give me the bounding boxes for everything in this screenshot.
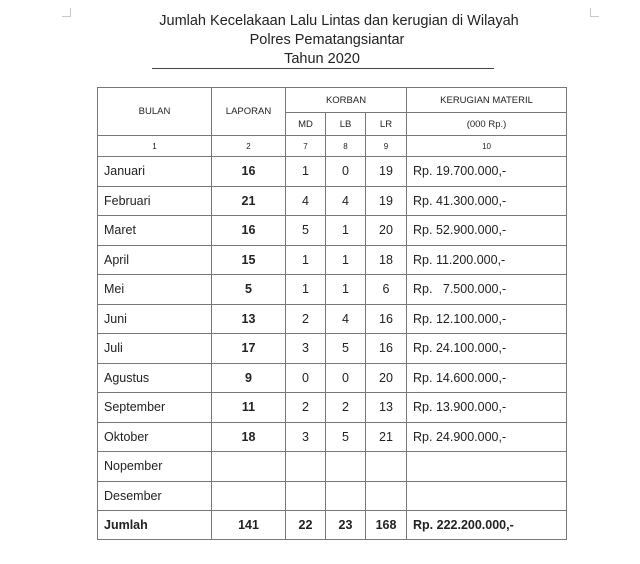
column-number: 2 <box>212 136 286 157</box>
table-row <box>98 245 567 275</box>
header-kerugian: KERUGIAN MATERIL <box>407 88 567 113</box>
lb-cell <box>326 481 366 511</box>
column-number: 8 <box>326 136 366 157</box>
month-cell: Agustus <box>98 363 212 393</box>
header-laporan: LAPORAN <box>212 88 286 136</box>
md-cell: 5 <box>286 216 326 246</box>
md-cell: 1 <box>286 245 326 275</box>
table-row <box>98 157 567 187</box>
column-number: 10 <box>407 136 567 157</box>
kerugian-cell <box>407 481 567 511</box>
laporan-cell: 18 <box>212 422 286 452</box>
table-row <box>98 363 567 393</box>
laporan-cell: 11 <box>212 393 286 423</box>
total-md: 22 <box>286 511 326 540</box>
total-kerugian: Rp. 222.200.000,- <box>407 511 567 540</box>
lb-cell: 1 <box>326 245 366 275</box>
md-cell <box>286 481 326 511</box>
lr-cell: 20 <box>366 216 407 246</box>
lb-cell: 0 <box>326 157 366 187</box>
md-cell: 4 <box>286 186 326 216</box>
month-cell: September <box>98 393 212 423</box>
total-row <box>98 511 567 540</box>
table-row <box>98 334 567 364</box>
kerugian-cell: Rp. 41.300.000,- <box>407 186 567 216</box>
column-number: 1 <box>98 136 212 157</box>
total-lb: 23 <box>326 511 366 540</box>
lb-cell: 1 <box>326 275 366 305</box>
lr-cell: 13 <box>366 393 407 423</box>
laporan-cell: 5 <box>212 275 286 305</box>
table-row <box>98 481 567 511</box>
column-number: 7 <box>286 136 326 157</box>
kerugian-cell: Rp. 19.700.000,- <box>407 157 567 187</box>
month-cell: Februari <box>98 186 212 216</box>
header-row-1 <box>98 88 567 113</box>
table-row <box>98 393 567 423</box>
header-md: MD <box>286 113 326 136</box>
document-title-line2: Polres Pematangsiantar <box>249 32 405 48</box>
md-cell: 3 <box>286 422 326 452</box>
laporan-cell: 17 <box>212 334 286 364</box>
laporan-cell: 21 <box>212 186 286 216</box>
month-cell: Mei <box>98 275 212 305</box>
column-number-row <box>98 136 567 157</box>
lr-cell <box>366 452 407 482</box>
kerugian-cell: Rp. 24.900.000,- <box>407 422 567 452</box>
table-row <box>98 422 567 452</box>
month-cell: Januari <box>98 157 212 187</box>
laporan-cell: 9 <box>212 363 286 393</box>
table-row <box>98 186 567 216</box>
lb-cell: 4 <box>326 186 366 216</box>
column-number: 9 <box>366 136 407 157</box>
kerugian-cell: Rp. 12.100.000,- <box>407 304 567 334</box>
md-cell <box>286 452 326 482</box>
kerugian-cell <box>407 452 567 482</box>
lr-cell: 19 <box>366 186 407 216</box>
kerugian-cell: Rp. 13.900.000,- <box>407 393 567 423</box>
lb-cell: 4 <box>326 304 366 334</box>
lb-cell: 5 <box>326 422 366 452</box>
lr-cell: 20 <box>366 363 407 393</box>
laporan-cell <box>212 452 286 482</box>
md-cell: 1 <box>286 157 326 187</box>
lr-cell: 16 <box>366 334 407 364</box>
lr-cell: 18 <box>366 245 407 275</box>
header-kerugian-unit: (000 Rp.) <box>407 113 567 136</box>
table-row <box>98 452 567 482</box>
lb-cell <box>326 452 366 482</box>
lb-cell: 5 <box>326 334 366 364</box>
kerugian-cell: Rp. 24.100.000,- <box>407 334 567 364</box>
lb-cell: 1 <box>326 216 366 246</box>
lb-cell: 2 <box>326 393 366 423</box>
month-cell: April <box>98 245 212 275</box>
month-cell: Maret <box>98 216 212 246</box>
laporan-cell: 13 <box>212 304 286 334</box>
lb-cell: 0 <box>326 363 366 393</box>
table-row <box>98 216 567 246</box>
lr-cell: 21 <box>366 422 407 452</box>
laporan-cell: 16 <box>212 157 286 187</box>
total-laporan: 141 <box>212 511 286 540</box>
document-title-line3: Tahun 2020 <box>284 51 360 67</box>
header-lr: LR <box>366 113 407 136</box>
md-cell: 2 <box>286 304 326 334</box>
month-cell: Juli <box>98 334 212 364</box>
month-cell: Juni <box>98 304 212 334</box>
md-cell: 1 <box>286 275 326 305</box>
header-bulan: BULAN <box>98 88 212 136</box>
md-cell: 0 <box>286 363 326 393</box>
lr-cell: 6 <box>366 275 407 305</box>
lr-cell <box>366 481 407 511</box>
month-cell: Oktober <box>98 422 212 452</box>
md-cell: 3 <box>286 334 326 364</box>
lr-cell: 19 <box>366 157 407 187</box>
table-row <box>98 275 567 305</box>
document-title-line1: Jumlah Kecelakaan Lalu Lintas dan kerugian di Wilayah <box>159 13 519 29</box>
table-row <box>98 304 567 334</box>
month-cell: Nopember <box>98 452 212 482</box>
kerugian-cell: Rp. 52.900.000,- <box>407 216 567 246</box>
kerugian-cell: Rp. 11.200.000,- <box>407 245 567 275</box>
md-cell: 2 <box>286 393 326 423</box>
kerugian-cell: Rp. 7.500.000,- <box>407 275 567 305</box>
header-lb: LB <box>326 113 366 136</box>
total-lr: 168 <box>366 511 407 540</box>
title-underline <box>152 68 494 69</box>
laporan-cell <box>212 481 286 511</box>
header-korban: KORBAN <box>286 88 407 113</box>
laporan-cell: 16 <box>212 216 286 246</box>
lr-cell: 16 <box>366 304 407 334</box>
accident-table <box>97 87 567 540</box>
laporan-cell: 15 <box>212 245 286 275</box>
total-label: Jumlah <box>98 511 212 540</box>
kerugian-cell: Rp. 14.600.000,- <box>407 363 567 393</box>
month-cell: Desember <box>98 481 212 511</box>
